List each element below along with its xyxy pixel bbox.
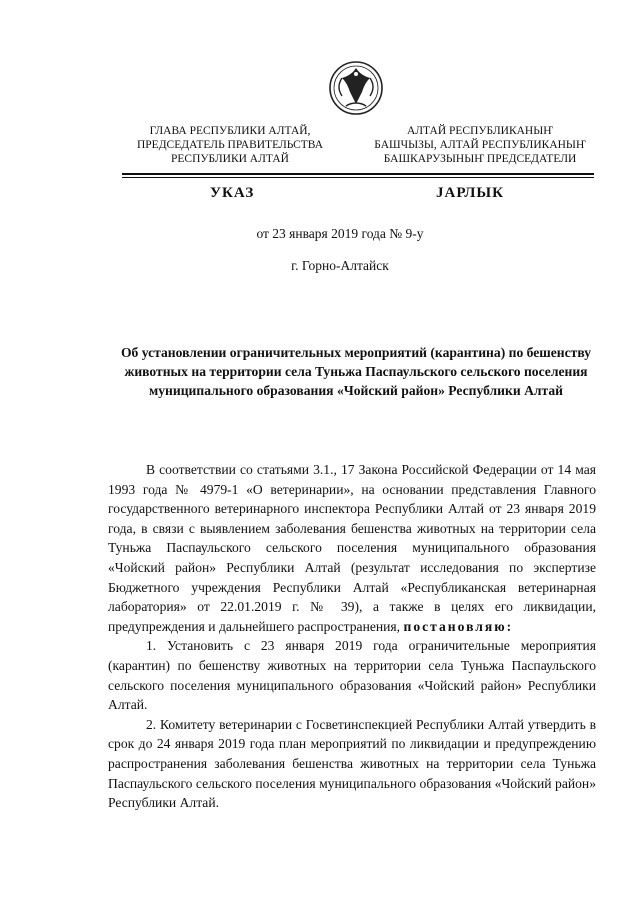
header-divider-thick	[122, 173, 594, 175]
body-paragraph	[108, 460, 596, 636]
paragraph-text: В соответствии со статьями 3.1., 17 Закона Российской Федерации от 14 мая 1993 года № 4979-1 «О ветеринарии», на основании представления Главного государственного ветеринарного инспектора Республики Алтай от 23 января 2019 года, в связи с выявлением заболевания бешенства животных на территории села Туньжа Паспаульского сельского поселения муниципального образования «Чойский район» Республики Алтай (результат исследования по экспертизе Бюджетного учреждения Республики Алтай «Республиканская ветеринарная лаборатория» от 22.01.2019 г. № 39), а также в целях его ликвидации, предупреждения и дальнейшего распространения,	[108, 462, 596, 634]
header-right-line: БАШЧЫЗЫ, АЛТАЙ РЕСПУБЛИКАНЫҤ	[374, 139, 586, 151]
header-right-block	[370, 124, 590, 166]
header-right-line: АЛТАЙ РЕСПУБЛИКАНЫҤ	[406, 125, 554, 137]
header-left-line: ГЛАВА РЕСПУБЛИКИ АЛТАЙ,	[149, 125, 311, 137]
body-paragraph: 2. Комитету ветеринарии с Госветинспекцией Республики Алтай утвердить в срок до 24 января 2019 года план мероприятий по ликвидации и предупреждению распространения заболевания бешенства животных на территории села Туньжа Паспаульского сельского поселения муниципального образования «Чойский район» Республики Алтай.	[108, 716, 596, 811]
document-city: г. Горно-Алтайск	[291, 258, 389, 273]
coat-of-arms-icon	[328, 58, 384, 118]
body-paragraph: 1. Установить с 23 января 2019 года ограничительные мероприятия (карантин) по бешенству животных на территории села Туньжа Паспаульского сельского поселения муниципального образования «Чойский район» Республики Алтай.	[108, 638, 596, 713]
document-subject: Об установлении ограничительных мероприятий (карантина) по бешенству животных на территории села Туньжа Паспаульского сельского поселения муниципального образования «Чойский район» Республики Алтай	[120, 345, 592, 398]
header-left-line: ПРЕДСЕДАТЕЛЬ ПРАВИТЕЛЬСТВА	[136, 139, 324, 151]
document-body	[108, 460, 596, 813]
header-divider-thin	[122, 177, 594, 178]
document-type-ru: УКАЗ	[210, 185, 255, 201]
header-right-line: БАШКАРУЗЫНЫҤ ПРЕДСЕДАТЕЛИ	[383, 153, 577, 165]
header-left-line: РЕСПУБЛИКИ АЛТАЙ	[171, 153, 289, 165]
document-type-alt: ЈАРЛЫК	[436, 185, 505, 201]
document-date: от 23 января 2019 года № 9-у	[256, 226, 424, 241]
decree-word: постановляю:	[403, 618, 514, 634]
header-left-block	[120, 124, 340, 166]
